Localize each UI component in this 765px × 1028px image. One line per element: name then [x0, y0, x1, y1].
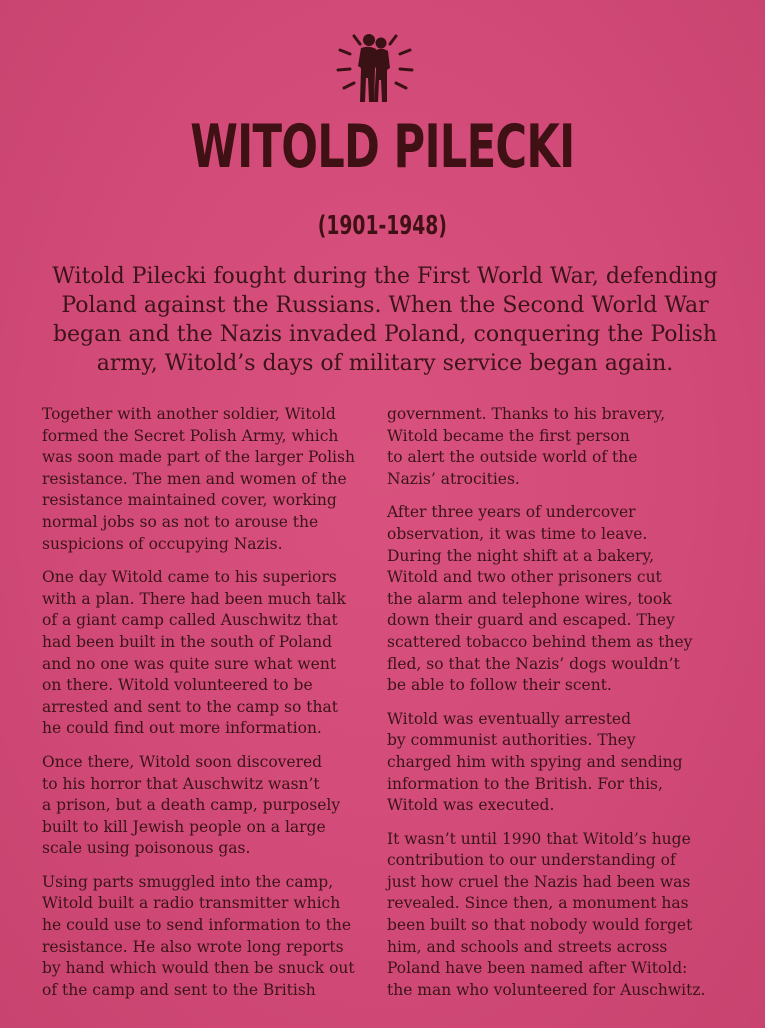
body-line: was soon made part of the larger Polish: [42, 448, 355, 467]
body-line: scattered tobacco behind them as they: [387, 632, 693, 651]
body-line: It wasn’t until 1990 that Witold’s huge: [387, 829, 691, 848]
left-column: [42, 404, 377, 1013]
body-line: fled, so that the Nazis’ dogs wouldn’t: [387, 654, 680, 673]
paragraph-legacy: [387, 829, 732, 1002]
body-line: he could use to send information to the: [42, 916, 352, 935]
intro-line: army, Witold’s days of military service began again.: [96, 351, 674, 376]
right-column: [387, 404, 732, 1013]
body-line: Witold was eventually arrested: [387, 709, 632, 728]
page-title: WITOLD PILECKI: [190, 112, 575, 182]
body-line: the alarm and telephone wires, took: [387, 589, 672, 608]
paragraph-bravery: [387, 404, 732, 490]
body-line: be able to follow their scent.: [387, 676, 612, 695]
body-line: contribution to our understanding of: [387, 851, 676, 870]
silhouette-figures-icon: [332, 28, 418, 106]
body-line: Nazis’ atrocities.: [387, 469, 520, 488]
paragraph-escape: [387, 502, 732, 696]
body-line: of the camp and sent to the British: [42, 980, 316, 999]
body-line: down their guard and escaped. They: [387, 611, 675, 630]
body-line: Witold became the first person: [387, 426, 630, 445]
paragraph-radio: [42, 872, 377, 1002]
intro-line: Witold Pilecki fought during the First World War, defending: [52, 264, 718, 289]
body-line: the man who volunteered for Auschwitz.: [387, 980, 706, 999]
body-line: formed the Secret Polish Army, which: [42, 426, 339, 445]
body-line: Once there, Witold soon discovered: [42, 752, 323, 771]
body-line: Witold was executed.: [387, 796, 555, 815]
intro-paragraph: [40, 262, 730, 378]
body-line: After three years of undercover: [387, 503, 636, 522]
body-line: a prison, but a death camp, purposely: [42, 796, 341, 815]
body-line: and no one was quite sure what went: [42, 654, 337, 673]
paragraph-death-camp: [42, 752, 377, 860]
body-line: revealed. Since then, a monument has: [387, 894, 689, 913]
body-line: just how cruel the Nazis had been was: [387, 872, 691, 891]
body-line: government. Thanks to his bravery,: [387, 405, 666, 423]
body-line: been built so that nobody would forget: [387, 916, 693, 935]
paragraph-executed: [387, 709, 732, 817]
body-line: During the night shift at a bakery,: [387, 546, 655, 565]
body-line: to alert the outside world of the: [387, 448, 638, 467]
body-line: by communist authorities. They: [387, 731, 636, 750]
body-line: with a plan. There had been much talk: [42, 589, 346, 608]
body-line: him, and schools and streets across: [387, 937, 668, 956]
body-line: charged him with spying and sending: [387, 752, 683, 771]
life-dates: (1901-1948): [317, 211, 447, 241]
body-line: on there. Witold volunteered to be: [42, 676, 313, 695]
body-line: Witold built a radio transmitter which: [42, 894, 341, 913]
body-line: had been built in the south of Poland: [42, 632, 333, 651]
body-line: of a giant camp called Auschwitz that: [42, 611, 338, 630]
body-line: scale using poisonous gas.: [42, 839, 251, 858]
intro-line: Poland against the Russians. When the Second World War: [61, 293, 709, 318]
body-line: normal jobs so as not to arouse the: [42, 512, 319, 531]
body-line: suspicions of occupying Nazis.: [42, 534, 283, 553]
body-line: Using parts smuggled into the camp,: [42, 872, 334, 891]
body-line: information to the British. For this,: [387, 774, 663, 793]
body-line: Together with another soldier, Witold: [42, 405, 336, 423]
body-line: arrested and sent to the camp so that: [42, 697, 338, 716]
body-line: Poland have been named after Witold:: [387, 959, 688, 978]
body-line: resistance. He also wrote long reports: [42, 937, 344, 956]
body-line: built to kill Jewish people on a large: [42, 817, 326, 836]
body-line: One day Witold came to his superiors: [42, 568, 337, 587]
intro-line: began and the Nazis invaded Poland, conquering the Polish: [52, 322, 718, 347]
paragraph-secret-army: [42, 404, 377, 555]
body-line: he could find out more information.: [42, 719, 322, 738]
body-line: resistance maintained cover, working: [42, 491, 337, 510]
body-line: by hand which would then be snuck out: [42, 959, 355, 978]
body-line: to his horror that Auschwitz wasn’t: [42, 774, 320, 793]
body-line: observation, it was time to leave.: [387, 524, 648, 543]
body-line: Witold and two other prisoners cut: [387, 568, 662, 587]
body-line: resistance. The men and women of the: [42, 469, 347, 488]
paragraph-plan: [42, 567, 377, 740]
